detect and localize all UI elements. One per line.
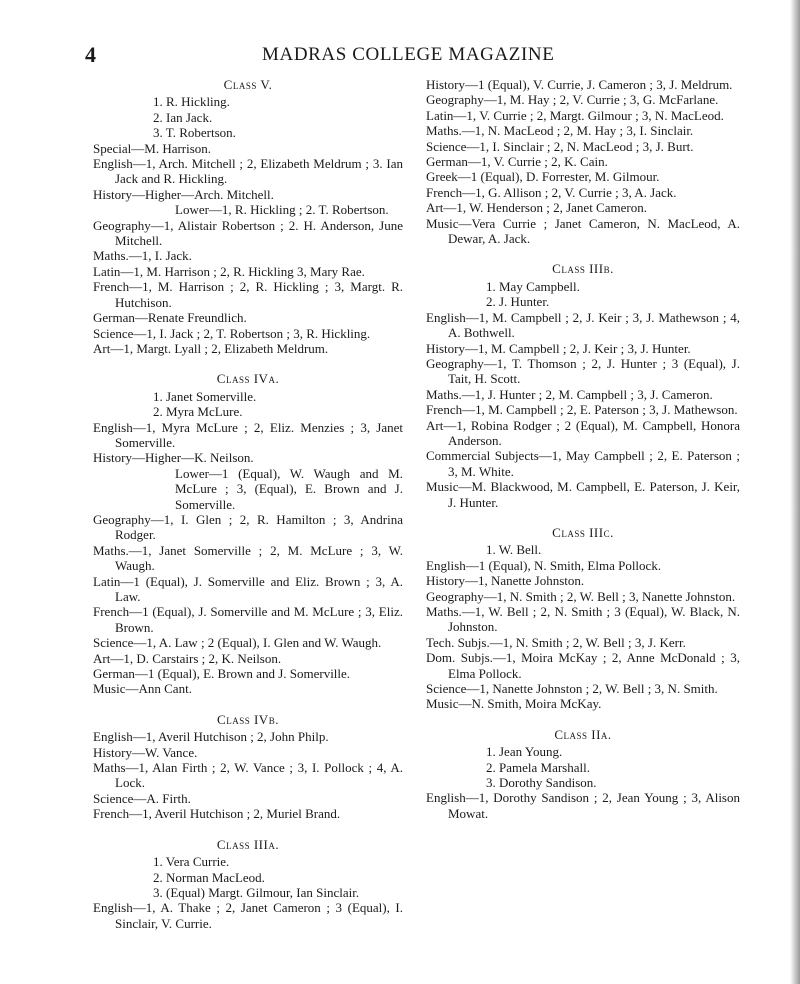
page-number: 4 [85,42,96,67]
left-column [93,77,403,931]
subject-prize-entry: French—1, Averil Hutchison ; 2, Muriel Brand. [93,806,341,822]
class-rank-item: Special—M. Harrison. [93,140,212,156]
subject-prize-entry: Maths—1, Alan Firth ; 2, W. Vance ; 3, I. Pollock ; 4, A. Lock. [93,760,403,791]
subject-prize-entry: Science—1, Nanette Johnston ; 2, W. Bell ; 3, N. Smith. [426,681,718,697]
subject-prize-entry: Art—1, W. Henderson ; 2, Janet Cameron. [426,200,647,216]
class-heading: Class V. [223,77,273,92]
class-rank-item: 1. May Campbell. [486,278,580,294]
class-heading: Class IIa. [554,726,612,742]
subject-prize-entry: Tech. Subjs.—1, N. Smith ; 2, W. Bell ; 3, J. Kerr. [426,634,686,650]
subject-prize-entry: Geography—1, T. Thomson ; 2, J. Hunter ; 3 (Equal), J. Tait, H. Scott. [426,355,740,387]
subject-prize-entry: Greek—1 (Equal), D. Forrester, M. Gilmour. [426,169,660,185]
subject-prize-entry: Maths.—1, Janet Somerville ; 2, M. McLure ; 3, W. Waugh. [93,542,403,574]
subject-prize-entry: English—1, A. Thake ; 2, Janet Cameron ; 3 (Equal), I. Sinclair, V. Currie. [93,900,403,931]
class-rank-item: 2. Myra McLure. [153,404,243,420]
subject-prize-entry: Dom. Subjs.—1, Moira McKay ; 2, Anne McDonald ; 3, Elma Pollock. [426,650,740,681]
subject-prize-entry: Geography—1, M. Hay ; 2, V. Currie ; 3, G. McFarlane. [426,92,719,108]
subject-prize-entry: History—1, Nanette Johnston. [426,573,585,589]
subject-prize-entry: Lower—1 (Equal), W. Waugh and M. McLure ; 3, (Equal), E. Brown and J. Somerville. [175,465,403,512]
subject-prize-entry: English—1 (Equal), N. Smith, Elma Pollock. [426,557,662,573]
subject-prize-entry: Latin—1, M. Harrison ; 2, R. Hickling 3, Mary Rae. [93,263,365,279]
class-rank-item: 2. Pamela Marshall. [486,759,590,775]
class-rank-item: 2. Norman MacLeod. [153,869,265,885]
running-head: MADRAS COLLEGE MAGAZINE [262,44,555,65]
right-column [426,77,740,821]
subject-prize-entry: History—Higher—Arch. Mitchell. [93,186,274,202]
class-rank-item: 2. Ian Jack. [153,109,213,125]
subject-prize-entry: French—1, M. Harrison ; 2, R. Hickling ; 3, Margt. R. Hutchison. [93,279,403,310]
class-rank-item: 1. Jean Young. [486,744,563,760]
class-heading: Class IIIb. [552,261,614,277]
class-heading: Class IVa. [216,371,280,387]
scan-edge-shadow [790,0,800,984]
class-rank-item: 3. Dorothy Sandison. [486,775,597,791]
subject-prize-entry: Maths.—1, N. MacLeod ; 2, M. Hay ; 3, I. Sinclair. [426,123,694,139]
class-rank-item: 1. R. Hickling. [153,94,230,110]
subject-prize-entry: History—W. Vance. [93,744,198,760]
subject-prize-entry: English—1, M. Campbell ; 2, J. Keir ; 3, J. Mathewson ; 4, A. Bothwell. [426,309,740,341]
subject-prize-entry: English—1, Myra McLure ; 2, Eliz. Menzies ; 3, Janet Somerville. [93,419,403,450]
subject-prize-entry: Music—Vera Currie ; Janet Cameron, N. MacLeod, A. Dewar, A. Jack. [426,215,740,247]
class-heading: Class IVb. [217,711,279,727]
class-heading: Class IIIa. [216,836,280,852]
subject-prize-entry: Geography—1, I. Glen ; 2, R. Hamilton ; 3, Andrina Rodger. [93,511,403,543]
subject-prize-entry: Lower—1, R. Hickling ; 2. T. Robertson. [175,202,389,218]
subject-prize-entry: Science—A. Firth. [93,790,191,806]
subject-prize-entry: Geography—1, N. Smith ; 2, W. Bell ; 3, Nanette Johnston. [426,588,736,604]
subject-prize-entry: Science—1, A. Law ; 2 (Equal), I. Glen and W. Waugh. [93,635,382,651]
subject-prize-entry: Art—1, Margt. Lyall ; 2, Elizabeth Meldrum. [93,340,329,356]
class-rank-item: 1. Janet Somerville. [153,388,257,404]
class-rank-item: 1. W. Bell. [486,542,542,558]
subject-prize-entry: Art—1, D. Carstairs ; 2, K. Neilson. [93,650,282,666]
subject-prize-entry: Maths.—1, W. Bell ; 2, N. Smith ; 3 (Equal), W. Black, N. Johnston. [426,604,740,635]
subject-prize-entry: History—1 (Equal), V. Currie, J. Cameron ; 3, J. Meldrum. [426,77,733,92]
subject-prize-entry: Commercial Subjects—1, May Campbell ; 2, E. Paterson ; 3, M. White. [426,448,740,479]
subject-prize-entry: Maths.—1, J. Hunter ; 2, M. Campbell ; 3, J. Cameron. [426,386,713,402]
subject-prize-entry: German—Renate Freundlich. [93,310,247,326]
class-rank-item: 2. J. Hunter. [486,294,550,310]
subject-prize-entry: Music—M. Blackwood, M. Campbell, E. Paterson, J. Keir, J. Hunter. [426,479,740,510]
subject-prize-entry: German—1 (Equal), E. Brown and J. Somerville. [93,666,351,682]
subject-prize-entry: German—1, V. Currie ; 2, K. Cain. [426,154,608,170]
class-rank-item: 1. Vera Currie. [153,854,230,870]
class-heading: Class IIIc. [552,524,614,540]
subject-prize-entry: French—1 (Equal), J. Somerville and M. McLure ; 3, Eliz. Brown. [93,604,403,635]
subject-prize-entry: English—1, Dorothy Sandison ; 2, Jean Young ; 3, Alison Mowat. [426,790,740,821]
subject-prize-entry: Latin—1, V. Currie ; 2, Margt. Gilmour ; 3, N. MacLeod. [426,107,724,123]
subject-prize-entry: Music—N. Smith, Moira McKay. [426,696,602,712]
class-rank-item: 3. T. Robertson. [153,125,236,141]
subject-prize-entry: French—1, M. Campbell ; 2, E. Paterson ; 3, J. Mathewson. [426,402,738,418]
subject-prize-entry: Science—1, I. Jack ; 2, T. Robertson ; 3, R. Hickling. [93,325,371,341]
subject-prize-entry: English—1, Arch. Mitchell ; 2, Elizabeth Meldrum ; 3. Ian Jack and R. Hickling. [93,156,403,187]
subject-prize-entry: Geography—1, Alistair Robertson ; 2. H. Anderson, June Mitchell. [93,217,403,249]
subject-prize-entry: Latin—1 (Equal), J. Somerville and Eliz. Brown ; 3, A. Law. [93,573,403,604]
subject-prize-entry: English—1, Averil Hutchison ; 2, John Philp. [93,729,329,745]
subject-prize-entry: Art—1, Robina Rodger ; 2 (Equal), M. Campbell, Honora Anderson. [426,417,740,448]
subject-prize-entry: Maths.—1, I. Jack. [93,248,192,264]
subject-prize-entry: Science—1, I. Sinclair ; 2, N. MacLeod ; 3, J. Burt. [426,138,694,154]
subject-prize-entry: History—1, M. Campbell ; 2, J. Keir ; 3, J. Hunter. [426,340,691,356]
class-rank-item: 3. (Equal) Margt. Gilmour, Ian Sinclair. [153,884,360,900]
subject-prize-entry: Music—Ann Cant. [93,681,192,697]
subject-prize-entry: French—1, G. Allison ; 2, V. Currie ; 3, A. Jack. [426,184,677,200]
subject-prize-entry: History—Higher—K. Neilson. [93,450,254,466]
